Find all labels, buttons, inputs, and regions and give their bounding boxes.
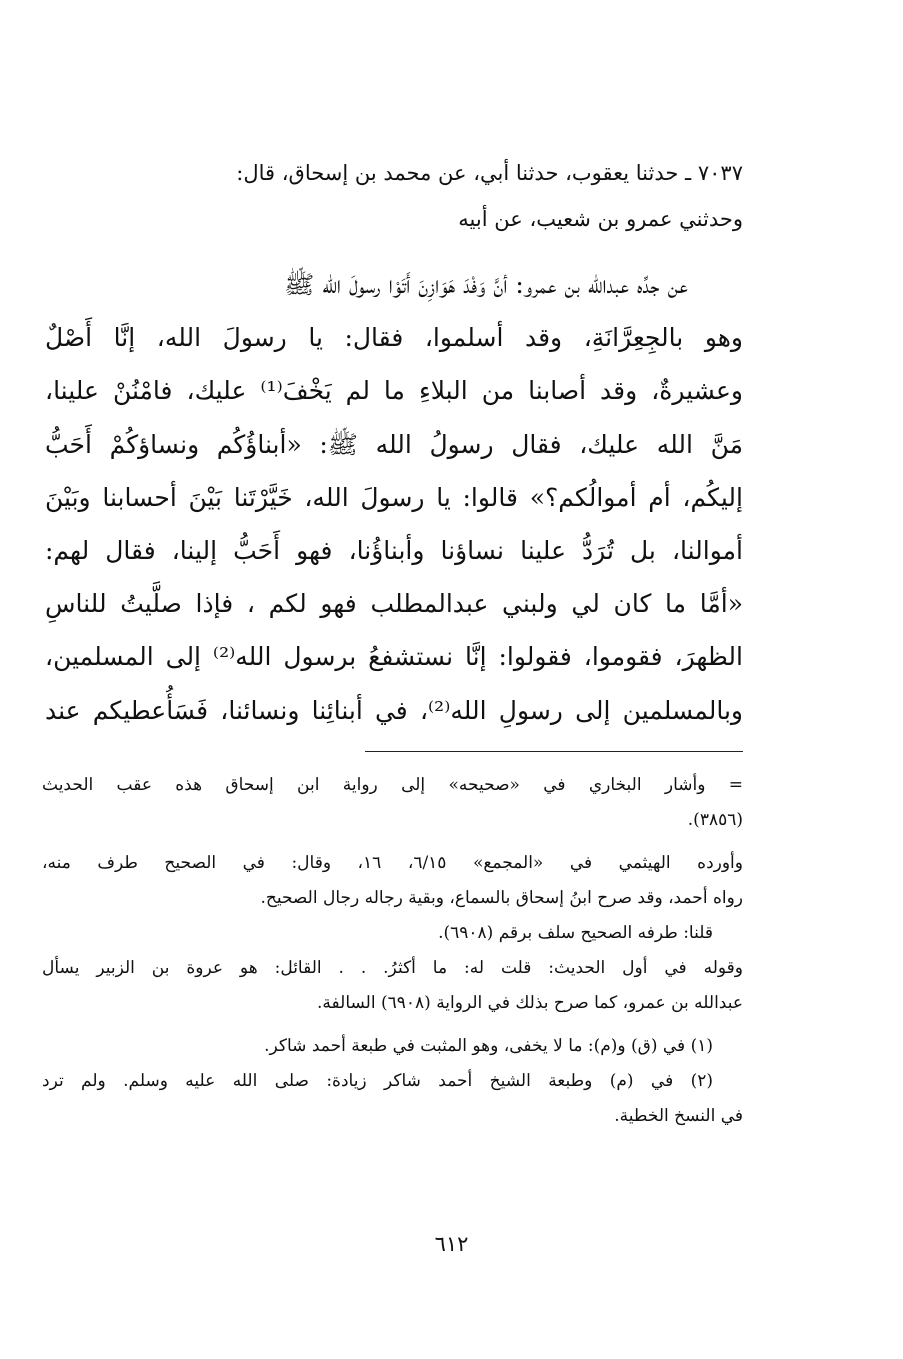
matn-line: «أمَّا ما كان لي ولبني عبدالمطلب فهو لكم ، فإذا صلَّيتُ للناسِ xyxy=(45,589,743,619)
footnote-line: قلنا: طرفه الصحيح سلف برقم (٦٩٠٨). xyxy=(438,923,713,943)
footnote-line: رواه أحمد، وقد صرح ابنُ إسحاق بالسماع، وبقية رجاله رجال الصحيح. xyxy=(260,888,743,908)
footnote-line: وأورده الهيثمي في «المجمع» ٦/١٥، ١٦، وقال: في الصحيح طرف منه، xyxy=(42,853,743,873)
matn-line: وهو بالجِعِرَّانَةِ، وقد أسلموا، فقال: يا رسولَ الله، إنَّا أَصْلٌ xyxy=(45,323,743,353)
isnad-line-2: وحدثني عمرو بن شعيب، عن أبيه xyxy=(458,207,743,231)
footnote-line: (٣٨٥٦). xyxy=(687,810,743,830)
footnote-2 xyxy=(42,1064,743,1134)
hadith-isnad xyxy=(90,150,743,242)
footnote-line: (١) في (ق) و(م): ما لا يخفى، وهو المثبت في طبعة أحمد شاكر. xyxy=(264,1036,713,1056)
matn-line: أموالنا، بل تُرَدُّ علينا نساؤنا وأبناؤُنا، فهو أَحَبُّ إلينا، فقال لهم: xyxy=(45,536,743,566)
isnad-line-1: ٧٠٣٧ ـ حدثنا يعقوب، حدثنا أبي، عن محمد بن إسحاق، قال: xyxy=(236,161,743,185)
footnote-continuation xyxy=(42,768,743,838)
footnote-line: عبدالله بن عمرو، كما صرح بذلك في الرواية (٦٩٠٨) السالفة. xyxy=(317,993,743,1013)
matn-line: إليكُم، أم أموالُكم؟» قالوا: يا رسولَ الله، خَيَّرْتَنا بَيْنَ أحسابنا وبَيْنَ xyxy=(45,482,743,512)
footnote-line: وقوله في أول الحديث: قلت له: ما أكثرُ. . . القائل: هو عروة بن الزبير يسأل xyxy=(42,958,743,978)
matn-line: مَنَّ الله عليك، فقال رسولُ الله ﷺ: «أبناؤُكُم ونساؤكُمْ أَحَبُّ xyxy=(45,429,743,459)
footnote-1 xyxy=(42,1029,743,1064)
footnote-haythami xyxy=(42,846,743,916)
matn-line: عن جدِّه عبدالله بن عمرو: أنَّ وَفْدَ هَوَازِنَ أَتَوْا رسولَ الله ﷺ xyxy=(284,270,688,299)
footnote-line: = وأشار البخاري في «صحيحه» إلى رواية ابن إسحاق هذه عقب الحديث xyxy=(42,775,743,795)
footnote-divider xyxy=(365,751,743,752)
footnote-line: (٢) في (م) وطبعة الشيخ أحمد شاكر زيادة: صلى الله عليه وسلم. ولم ترد xyxy=(42,1071,713,1091)
page-number: ٦١٢ xyxy=(434,1232,469,1256)
hadith-matn xyxy=(45,258,743,737)
footnote-qulna xyxy=(42,916,743,951)
footnote-qawluhu xyxy=(42,951,743,1021)
footnote-line: في النسخ الخطية. xyxy=(614,1106,743,1126)
matn-line: وعشيرةٌ، وقد أصابنا من البلاءِ ما لم يَخْفَ⁽¹⁾ عليك، فامْنُنْ علينا، xyxy=(45,376,744,406)
footnotes-section xyxy=(42,768,743,1134)
matn-line: الظهرَ، فقوموا، فقولوا: إنَّا نستشفعُ برسول الله⁽²⁾ إلى المسلمين، xyxy=(45,642,743,672)
matn-line: وبالمسلمين إلى رسولِ الله⁽²⁾، في أبنائِنا ونسائنا، فَسَأُعطيكم عند xyxy=(45,695,743,725)
